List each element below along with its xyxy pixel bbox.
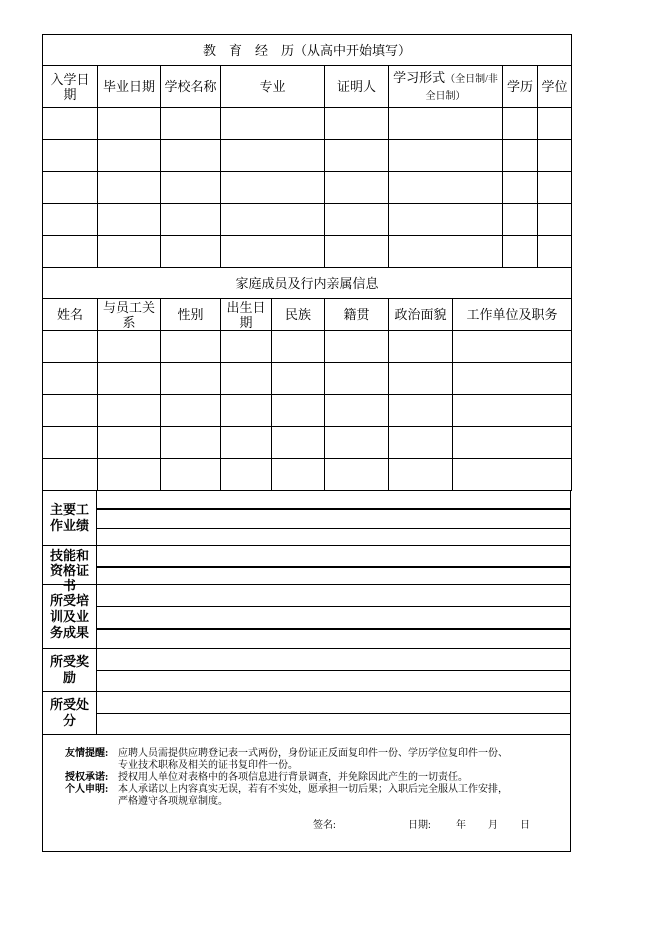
- table-cell: [272, 331, 325, 363]
- table-cell: [325, 395, 389, 427]
- table-row: [43, 331, 572, 363]
- declaration-line: 严格遵守各项规章制度。: [118, 796, 228, 807]
- table-cell: [43, 236, 98, 268]
- table-cell: [453, 395, 572, 427]
- skills-certificates-label: [43, 546, 97, 593]
- table-cell: [503, 236, 538, 268]
- col-reference: 证明人: [325, 66, 389, 108]
- table-row: [43, 427, 572, 459]
- study-mode-label: 学习形式: [393, 69, 446, 85]
- skills-certificates-lines: [97, 546, 570, 584]
- table-cell: [98, 140, 161, 172]
- family-title-row: [43, 268, 572, 299]
- table-cell: [221, 395, 272, 427]
- entry-line: [97, 670, 570, 691]
- family-rows: [43, 331, 572, 491]
- table-cell: [389, 331, 453, 363]
- col-enroll-date: 入学日期: [43, 66, 98, 108]
- table-cell: [98, 395, 161, 427]
- table-cell: [98, 459, 161, 491]
- family-header-row: [43, 299, 572, 331]
- col-graduation-date: 毕业日期: [98, 66, 161, 108]
- col-employer-position: 工作单位及职务: [453, 299, 572, 331]
- work-achievements-section: [43, 491, 570, 546]
- table-cell: [43, 331, 98, 363]
- table-cell: [325, 363, 389, 395]
- entry-line: [97, 528, 570, 545]
- family-table: [42, 267, 572, 491]
- table-cell: [272, 427, 325, 459]
- table-cell: [98, 204, 161, 236]
- table-cell: [503, 140, 538, 172]
- training-results-text: 所受培训及业务成果: [49, 592, 89, 640]
- col-relationship: 与员工关系: [98, 299, 161, 331]
- table-cell: [272, 395, 325, 427]
- signature-label: 签名:: [313, 820, 336, 831]
- table-cell: [389, 363, 453, 395]
- training-results-lines: [97, 585, 570, 648]
- table-row: [43, 108, 572, 140]
- table-cell: [43, 427, 98, 459]
- table-cell: [98, 108, 161, 140]
- table-cell: [221, 459, 272, 491]
- col-native-place: 籍贯: [325, 299, 389, 331]
- entry-line: [97, 546, 570, 566]
- table-cell: [161, 108, 221, 140]
- education-rows: [43, 108, 572, 268]
- table-cell: [221, 331, 272, 363]
- entry-line: [97, 566, 570, 584]
- education-title-row: [43, 35, 572, 66]
- date-label: 日期:: [408, 820, 431, 831]
- table-row: [43, 204, 572, 236]
- training-results-section: [43, 585, 570, 649]
- reminder-text: [118, 748, 508, 772]
- col-education-level: 学历: [503, 66, 538, 108]
- entry-line: [97, 585, 570, 606]
- awards-text: 所受奖励: [49, 654, 89, 685]
- table-cell: [161, 331, 221, 363]
- awards-lines: [97, 649, 570, 691]
- table-cell: [221, 204, 325, 236]
- work-achievements-label: [43, 491, 97, 545]
- col-name: 姓名: [43, 299, 98, 331]
- col-degree: 学位: [538, 66, 572, 108]
- table-cell: [453, 363, 572, 395]
- awards-section: [43, 649, 570, 692]
- skills-certificates-text: 技能和资格证书: [49, 548, 89, 593]
- table-cell: [161, 204, 221, 236]
- additional-info: [42, 491, 571, 852]
- date-day-label: 日: [520, 820, 530, 831]
- entry-line: [97, 713, 570, 734]
- date-year-label: 年: [456, 820, 466, 831]
- education-table: [42, 34, 572, 268]
- reminder-line: 专业技术职称及相关的证书复印件一份。: [118, 760, 298, 771]
- entry-line: [97, 692, 570, 713]
- table-cell: [161, 459, 221, 491]
- table-cell: [538, 108, 572, 140]
- table-cell: [221, 172, 325, 204]
- table-cell: [389, 172, 503, 204]
- table-cell: [43, 204, 98, 236]
- signature-row: [65, 820, 570, 832]
- education-section-title: 教 育 经 历（从高中开始填写）: [43, 35, 572, 66]
- table-cell: [43, 140, 98, 172]
- table-cell: [538, 236, 572, 268]
- table-cell: [325, 236, 389, 268]
- table-cell: [161, 140, 221, 172]
- entry-line: [97, 628, 570, 648]
- table-cell: [221, 363, 272, 395]
- table-cell: [272, 363, 325, 395]
- notes-block: [43, 735, 570, 851]
- table-row: [43, 172, 572, 204]
- table-cell: [538, 140, 572, 172]
- table-cell: [221, 108, 325, 140]
- table-cell: [98, 331, 161, 363]
- table-cell: [453, 459, 572, 491]
- table-cell: [389, 140, 503, 172]
- table-cell: [538, 172, 572, 204]
- col-major: 专业: [221, 66, 325, 108]
- table-row: [43, 459, 572, 491]
- col-birth-date: 出生日期: [221, 299, 272, 331]
- col-study-mode: [389, 66, 503, 108]
- table-cell: [272, 459, 325, 491]
- penalties-lines: [97, 692, 570, 734]
- training-results-label: [43, 585, 97, 648]
- table-cell: [161, 427, 221, 459]
- table-cell: [161, 395, 221, 427]
- table-cell: [98, 236, 161, 268]
- table-cell: [325, 427, 389, 459]
- table-cell: [389, 236, 503, 268]
- table-cell: [389, 204, 503, 236]
- table-cell: [161, 172, 221, 204]
- table-cell: [453, 427, 572, 459]
- col-political-status: 政治面貌: [389, 299, 453, 331]
- work-achievements-text: 主要工作业绩: [49, 502, 89, 533]
- table-cell: [325, 459, 389, 491]
- table-cell: [503, 204, 538, 236]
- penalties-section: [43, 692, 570, 735]
- table-cell: [221, 427, 272, 459]
- authorization-note: [65, 772, 570, 784]
- table-cell: [389, 459, 453, 491]
- entry-line: [97, 606, 570, 628]
- entry-line: [97, 508, 570, 528]
- table-cell: [503, 172, 538, 204]
- table-cell: [503, 108, 538, 140]
- table-cell: [43, 363, 98, 395]
- declaration-text: [118, 784, 508, 808]
- table-cell: [161, 363, 221, 395]
- table-cell: [389, 108, 503, 140]
- table-cell: [43, 395, 98, 427]
- reminder-label: 友情提醒:: [65, 748, 109, 759]
- application-form: [42, 34, 571, 852]
- table-row: [43, 236, 572, 268]
- table-row: [43, 140, 572, 172]
- table-cell: [538, 204, 572, 236]
- authorization-label: 授权承诺:: [65, 772, 109, 783]
- entry-line: [97, 491, 570, 508]
- family-section-title: 家庭成员及行内亲属信息: [43, 268, 572, 299]
- work-achievements-lines: [97, 491, 570, 545]
- awards-label: [43, 649, 97, 691]
- table-cell: [221, 140, 325, 172]
- col-school-name: 学校名称: [161, 66, 221, 108]
- reminder-note: [65, 748, 570, 772]
- table-cell: [43, 108, 98, 140]
- penalties-text: 所受处分: [49, 697, 89, 728]
- table-cell: [325, 172, 389, 204]
- table-cell: [43, 459, 98, 491]
- table-row: [43, 363, 572, 395]
- table-cell: [161, 236, 221, 268]
- skills-certificates-section: [43, 546, 570, 593]
- table-cell: [98, 363, 161, 395]
- col-ethnicity: 民族: [272, 299, 325, 331]
- education-header-row: [43, 66, 572, 108]
- table-cell: [389, 427, 453, 459]
- table-row: [43, 395, 572, 427]
- declaration-line: 本人承诺以上内容真实无误，若有不实处，愿承担一切后果；入职后完全服从工作安排，: [118, 784, 508, 795]
- table-cell: [325, 204, 389, 236]
- reminder-line: 应聘人员需提供应聘登记表一式两份，身份证正反面复印件一份、学历学位复印件一份、: [118, 748, 508, 759]
- table-cell: [453, 331, 572, 363]
- entry-line: [97, 649, 570, 670]
- declaration-label: 个人申明:: [65, 784, 109, 795]
- table-cell: [221, 236, 325, 268]
- penalties-label: [43, 692, 97, 734]
- table-cell: [98, 172, 161, 204]
- study-mode-note: （全日制/非全日制）: [425, 73, 498, 102]
- date-month-label: 月: [488, 820, 498, 831]
- table-cell: [325, 108, 389, 140]
- table-cell: [389, 395, 453, 427]
- table-cell: [43, 172, 98, 204]
- authorization-line: 授权用人单位对表格中的各项信息进行背景调查，并免除因此产生的一切责任。: [118, 772, 468, 783]
- declaration-note: [65, 784, 570, 808]
- authorization-text: [118, 772, 468, 784]
- table-cell: [325, 140, 389, 172]
- table-cell: [325, 331, 389, 363]
- table-cell: [98, 427, 161, 459]
- col-gender: 性别: [161, 299, 221, 331]
